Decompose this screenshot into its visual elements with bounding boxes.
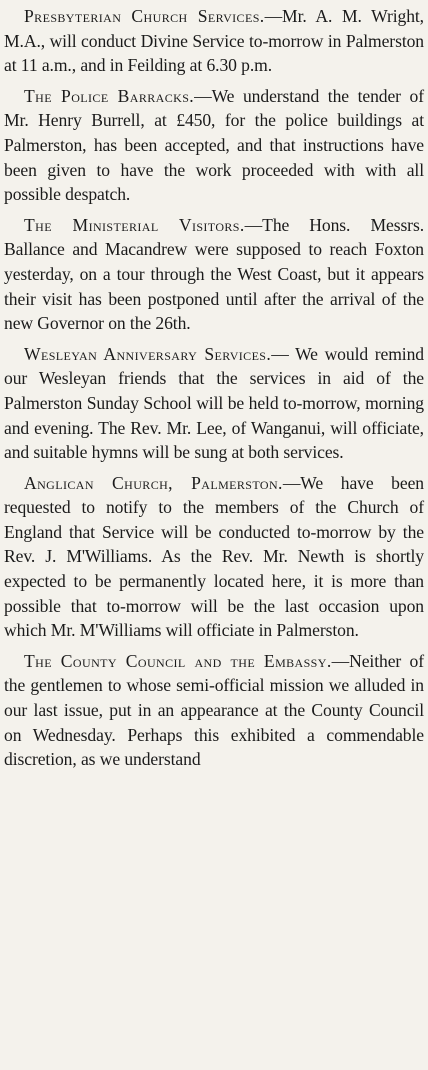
article-body: —We understand the tender of Mr. Henry Burrell, at £450, for the police buildings at Palmerston, has been accepted, and that instructions have been given to have the work proceeded with with all possible despatch. [4, 85, 424, 205]
article-anglican-church [4, 471, 424, 643]
article-heading: The Police Barracks. [24, 85, 195, 106]
article-heading: Anglican Church, Palmerston. [24, 472, 283, 493]
article-heading: The County Council and the Embassy. [24, 650, 332, 671]
article-heading: Wesleyan Anniversary Services. [24, 343, 272, 364]
article-heading: The Ministerial Visitors. [24, 214, 245, 235]
article-presbyterian-services [4, 4, 424, 78]
article-police-barracks [4, 84, 424, 207]
article-body: —Neither of the gentlemen to whose semi-official mission we alluded in our last issue, put in an appearance at the County Council on Wednesday. Perhaps this exhibited a commendable discretion, as we understand [4, 650, 424, 770]
article-ministerial-visitors [4, 213, 424, 336]
article-heading: Presbyterian Church Services. [24, 6, 265, 26]
article-body: —We have been requested to notify to the members of the Church of England that Service will be conducted to-morrow by the Rev. J. M'Williams. As the Rev. Mr. Newth is shortly expected to be permanently located here, it is more than possible that to-morrow will be the last occasion upon which Mr. M'Williams will officiate in Palmerston. [4, 472, 424, 641]
article-body: — We would remind our Wesleyan friends that the services in aid of the Palmerston Sunday School will be held to-morrow, morning and evening. The Rev. Mr. Lee, of Wanganui, will officiate, and suitable hymns will be sung at both services. [4, 343, 424, 463]
article-body: —The Hons. Messrs. Ballance and Macandrew were supposed to reach Foxton yesterday, on a tour through the West Coast, but it appears their visit has been postponed until after the arrival of the new Governor on the 26th. [4, 214, 424, 334]
article-body: —Mr. A. M. Wright, M.A., will conduct Divine Service to-morrow in Palmerston at 11 a.m., and in Feilding at 6.30 p.m. [4, 6, 424, 76]
article-county-council-embassy [4, 649, 424, 772]
article-wesleyan-anniversary [4, 342, 424, 465]
